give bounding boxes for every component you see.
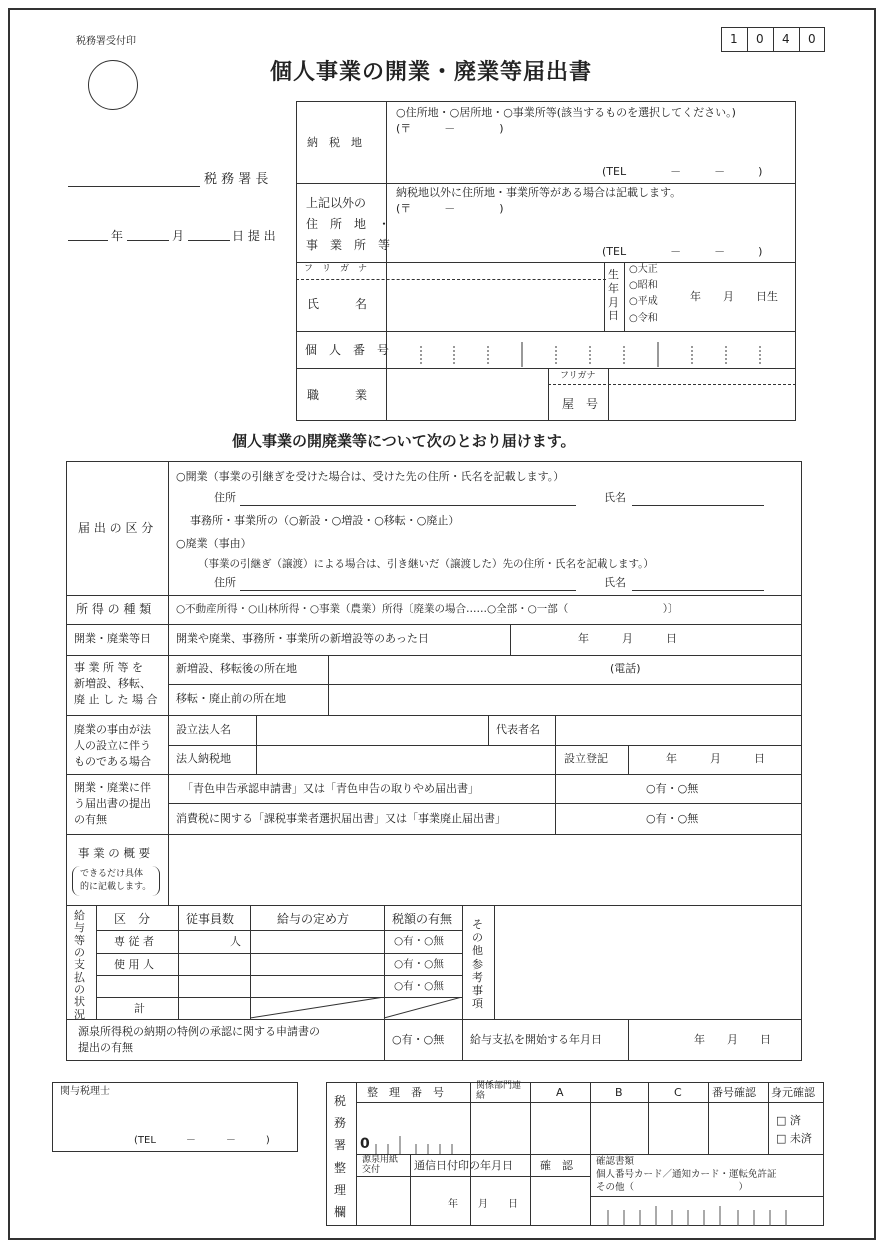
- my-number-field[interactable]: [388, 332, 794, 367]
- col-c: C: [674, 1086, 682, 1099]
- era-option[interactable]: ○平成: [629, 296, 658, 307]
- header-table: [296, 101, 796, 421]
- open-option[interactable]: ○開業（事業の引継ぎを受けた場合は、受けた先の住所・氏名を記載します。）: [176, 470, 565, 483]
- kakunin-ticks: [590, 1206, 824, 1226]
- tax-place-postal[interactable]: (〒 － ): [396, 122, 504, 135]
- office-use-side-label: 税務署整理欄: [334, 1094, 347, 1219]
- birth-date[interactable]: 年 月 日生: [690, 290, 778, 303]
- other-reference-label: その他参考事項: [472, 918, 483, 1011]
- kakunin-docs-label: 確認書類: [596, 1156, 635, 1167]
- stamp-label: 税務署受付印: [76, 36, 136, 47]
- close-option[interactable]: ○廃業（事由）: [176, 537, 252, 550]
- corp-name-label: 設立法人名: [176, 723, 231, 736]
- new-location-label: 新増設、移転後の所在地: [176, 662, 297, 675]
- consumption-tax-doc: 消費税に関する「課税事業者選択届出書」又は「事業廃止届出書」: [176, 812, 506, 825]
- col-a: A: [556, 1086, 564, 1099]
- office-option[interactable]: 事務所・事業所の（○新設・○増設・○移転・○廃止）: [190, 514, 460, 527]
- date-description: 開業や廃業、事務所・事業所の新増設等のあった日: [176, 632, 429, 645]
- furigana-label: フ リ ガ ナ: [304, 264, 368, 274]
- birth-label: 生年月日: [608, 268, 619, 323]
- form-number-digit: 0: [808, 32, 816, 46]
- pay-start-date[interactable]: 年 月 日: [694, 1033, 771, 1046]
- docs-label: 開業・廃業に伴: [74, 781, 151, 794]
- row-employee: 使 用 人: [114, 958, 154, 971]
- date-value[interactable]: 年 月 日: [578, 632, 677, 645]
- col-kubun: 区 分: [114, 912, 151, 926]
- employee-tax-choice[interactable]: ○有・○無: [394, 958, 444, 970]
- name-label: 氏 名: [307, 297, 368, 311]
- other-address-label: 住 所 地 ・: [306, 217, 391, 231]
- mimoto-kakunin-label: 身元確認: [771, 1086, 815, 1099]
- accountant-label: 関与税理士: [60, 1086, 110, 1097]
- col-method: 給与の定め方: [277, 912, 350, 926]
- accountant-tel[interactable]: (TEL － － ): [134, 1135, 270, 1146]
- submit-month-label: 月: [172, 229, 185, 243]
- office-change-label: 新増設、移転、: [74, 677, 151, 690]
- withholding-label: 提出の有無: [78, 1041, 133, 1054]
- tax-place-label: 納 税 地: [307, 136, 362, 149]
- my-number-label: 個 人 番 号: [305, 343, 390, 357]
- form-number-digit: 1: [730, 32, 738, 46]
- tax-office-chief: 税 務 署 長: [204, 172, 269, 187]
- summary-note: できるだけ具体: [80, 869, 144, 879]
- kakunin-label: 確 認: [540, 1159, 573, 1172]
- category-label: 届 出 の 区 分: [78, 521, 154, 535]
- docs-label: の有無: [74, 813, 107, 826]
- corp-tax-place-label: 法人納税地: [176, 752, 231, 765]
- new-location-phone[interactable]: (電話): [610, 662, 641, 675]
- gensen-label: 源泉用紙交付: [362, 1155, 399, 1175]
- kakunin-other: その他（ ）: [596, 1182, 749, 1193]
- blue-return-doc: 「青色申告承認申請書」又は「青色申告の取りやめ届出書」: [182, 782, 479, 795]
- registration-label: 設立登記: [564, 752, 608, 765]
- close-note: （事業の引継ぎ（譲渡）による場合は、引き継いだ（譲渡した）先の住所・氏名を記載します。）: [198, 558, 654, 570]
- digit-separators: [388, 332, 794, 367]
- office-change-label: 事 業 所 等 を: [74, 661, 143, 674]
- withholding-label: 源泉所得税の納期の特例の承認に関する申請書の: [78, 1025, 320, 1038]
- close-address-label: 住所: [214, 576, 236, 589]
- subtitle: 個人事業の開廃業等について次のとおり届けます。: [232, 432, 576, 450]
- form-number-digit: 0: [756, 32, 764, 46]
- income-type-options[interactable]: ○不動産所得・○山林所得・○事業（農業）所得〔廃業の場合……○全部・○一部（ ）〕: [176, 603, 679, 615]
- checkbox-not-done[interactable]: □ 未済: [776, 1132, 812, 1145]
- kakunin-docs-list: 個人番号カード／通知カード・運転免許証: [596, 1169, 777, 1180]
- corp-label: 廃業の事由が法: [74, 723, 151, 736]
- stamp-circle-icon: [88, 60, 138, 110]
- registration-date[interactable]: 年 月 日: [666, 752, 765, 765]
- open-address-label: 住所: [214, 491, 236, 504]
- other-tax-choice[interactable]: ○有・○無: [394, 980, 444, 992]
- other-address-postal[interactable]: (〒 － ): [396, 202, 504, 215]
- other-address-note[interactable]: 納税地以外に住所地・事業所等がある場合は記載します。: [396, 186, 682, 199]
- old-location-label: 移転・廃止前の所在地: [176, 692, 286, 705]
- family-count-unit: 人: [230, 935, 241, 948]
- row-total: 計: [134, 1002, 145, 1015]
- corp-label: ものである場合: [74, 755, 151, 768]
- submit-year-label: 年: [111, 229, 124, 243]
- date-label: 開業・廃業等日: [74, 632, 151, 645]
- col-count: 従事員数: [186, 912, 235, 926]
- open-name-label: 氏名: [604, 491, 626, 504]
- shop-name-label: 屋 号: [562, 397, 599, 411]
- seiri-bango-label: 整 理 番 号: [367, 1086, 444, 1099]
- era-option[interactable]: ○大正: [629, 264, 658, 275]
- name-field[interactable]: [388, 281, 602, 329]
- family-tax-choice[interactable]: ○有・○無: [394, 935, 444, 947]
- form-title: 個人事業の開業・廃業等届出書: [270, 60, 593, 85]
- seiri-bango-zero: 0: [360, 1136, 370, 1152]
- business-summary-label: 事 業 の 概 要: [78, 846, 151, 860]
- bango-kakunin-label: 番号確認: [712, 1086, 756, 1099]
- era-option[interactable]: ○令和: [629, 313, 658, 324]
- total-slash: [250, 997, 462, 1019]
- wage-label: 給与等の支払の状況: [74, 909, 85, 1021]
- consumption-tax-choice[interactable]: ○有・○無: [646, 812, 699, 825]
- income-type-label: 所 得 の 種 類: [76, 602, 152, 616]
- other-address-tel[interactable]: (TEL － － ): [602, 245, 763, 258]
- tsushin-date[interactable]: 年 月 日: [448, 1199, 518, 1210]
- withholding-choice[interactable]: ○有・○無: [392, 1033, 445, 1046]
- close-name-label: 氏名: [604, 576, 626, 589]
- tax-place-note[interactable]: ○住所地・○居所地・○事業所等(該当するものを選択してください。): [396, 106, 736, 119]
- job-label: 職 業: [307, 388, 368, 402]
- summary-note: 的に記載します。: [80, 882, 152, 892]
- other-address-label: 上記以外の: [306, 196, 367, 210]
- kankei-label: 関係部門連絡: [476, 1081, 522, 1101]
- checkbox-done[interactable]: □ 済: [776, 1114, 801, 1127]
- col-b: B: [615, 1086, 623, 1099]
- row-family-employee: 専 従 者: [114, 935, 154, 948]
- pay-start-label: 給与支払を開始する年月日: [470, 1033, 602, 1046]
- tax-place-tel[interactable]: (TEL － － ): [602, 165, 763, 178]
- submit-day-label: 日 提 出: [232, 229, 276, 243]
- other-address-label: 事 業 所 等: [306, 238, 391, 252]
- representative-label: 代表者名: [496, 723, 540, 736]
- era-option[interactable]: ○昭和: [629, 280, 658, 291]
- tsushin-label: 通信日付印の年月日: [414, 1159, 513, 1172]
- corp-label: 人の設立に伴う: [74, 739, 151, 752]
- shop-furigana-label: フリガナ: [560, 371, 596, 381]
- blue-return-choice[interactable]: ○有・○無: [646, 782, 699, 795]
- business-summary-field[interactable]: [170, 836, 800, 903]
- form-number-digit: 4: [782, 32, 790, 46]
- office-change-label: 廃 止 し た 場 合: [74, 693, 158, 706]
- seiri-bango-ticks: [372, 1136, 468, 1154]
- docs-label: う届出書の提出: [74, 797, 151, 810]
- col-tax: 税額の有無: [392, 912, 453, 926]
